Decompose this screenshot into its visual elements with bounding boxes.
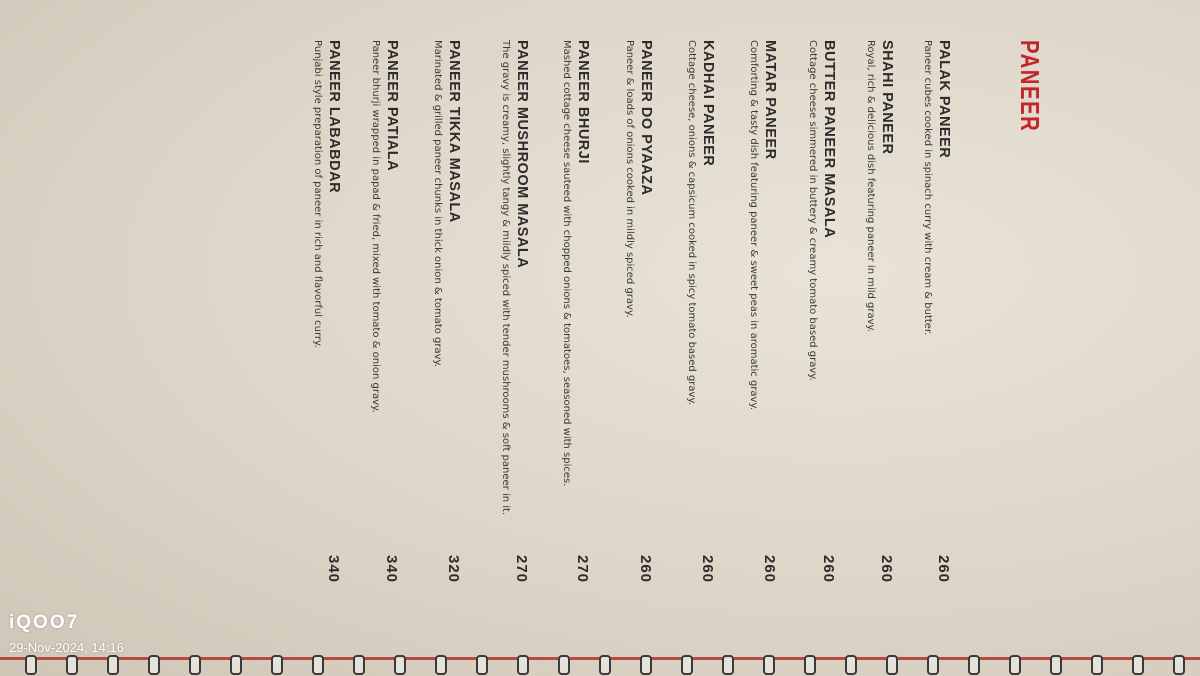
item-name: PANEER TIKKA MASALA [446,40,462,223]
binding-coil [189,655,201,675]
binding-coil [435,655,447,675]
item-price: 260 [820,555,837,584]
item-name: PALAK PANEER [936,40,952,159]
menu-item [302,0,342,676]
binding-coil [353,655,365,675]
item-name: MATAR PANEER [762,40,778,160]
binding-coil [722,655,734,675]
item-name: PANEER PATIALA [384,40,400,172]
item-price: 260 [637,555,654,584]
binding-coil [25,655,37,675]
spiral-binding [0,655,1200,676]
binding-coil [763,655,775,675]
camera-brand-watermark: iQOO7 [9,612,80,633]
item-price: 270 [574,555,591,584]
menu-item [422,0,462,676]
menu-item [551,0,591,676]
binding-coil [66,655,78,675]
photo-timestamp-watermark: 29-Nov-2024, 14:16 [9,640,124,655]
binding-coil [1173,655,1185,675]
binding-coil [1132,655,1144,675]
item-name: BUTTER PANEER MASALA [821,40,837,239]
binding-coil [681,655,693,675]
binding-coil [558,655,570,675]
menu-item [738,0,778,676]
binding-coil [312,655,324,675]
menu-item [912,0,952,676]
item-description: Paneer & loads of onions cooked in mildly spiced gravy. [624,40,635,318]
item-description: Punjabi style preparation of paneer in rich and flavorful curry. [312,40,323,348]
section-title: PANEER [1015,40,1045,133]
binding-coil [599,655,611,675]
binding-coil [148,655,160,675]
item-description: The gravy is creamy, slightly tangy & mildly spiced with tender mushrooms & soft paneer in it. [500,40,511,516]
item-name: PANEER LABABDAR [326,40,342,194]
binding-coil [271,655,283,675]
item-description: Paneer cubes cooked in spinach curry with cream & butter. [922,40,933,336]
item-price: 260 [878,555,895,584]
binding-coil [886,655,898,675]
binding-coil [1091,655,1103,675]
item-description: Royal, rich & delicious dish featuring paneer in mild gravy. [865,40,876,333]
item-price: 320 [445,555,462,584]
menu-item [614,0,654,676]
item-name: PANEER DO PYAAZA [638,40,654,196]
item-name: SHAHI PANEER [879,40,895,155]
binding-coil [1009,655,1021,675]
item-description: Comforting & tasty dish featuring paneer & sweet peas in aromatic gravy. [748,40,759,411]
item-description: Marinated & grilled paneer chunks in thick onion & tomato gravy. [432,40,443,368]
item-description: Cottage cheese simmered in buttery & creamy tomato based gravy. [807,40,818,381]
item-name: PANEER BHURJI [575,40,591,164]
menu-item [490,0,530,676]
menu-item [676,0,716,676]
binding-coil [517,655,529,675]
binding-coil [476,655,488,675]
binding-coil [230,655,242,675]
item-name: PANEER MUSHROOM MASALA [514,40,530,269]
item-price: 270 [513,555,530,584]
item-description: Paneer bhurji wrapped in papad & fried, mixed with tomato & onion gravy. [370,40,381,413]
binding-coil [968,655,980,675]
binding-coil [1050,655,1062,675]
menu-item [360,0,400,676]
item-price: 340 [325,555,342,584]
binding-coil [845,655,857,675]
item-price: 260 [761,555,778,584]
binding-coil [804,655,816,675]
item-description: Mashed cottage cheese sauteed with chopped onions & tomatoes, seasoned with spices. [561,40,572,487]
binding-coil [640,655,652,675]
menu-item [797,0,837,676]
item-name: KADHAI PANEER [700,40,716,167]
item-price: 260 [699,555,716,584]
binding-coil [107,655,119,675]
binding-coil [927,655,939,675]
binding-coil [394,655,406,675]
item-description: Cottage cheese, onions & capsicum cooked in spicy tomato based gravy. [686,40,697,406]
menu-item [855,0,895,676]
item-price: 260 [935,555,952,584]
item-price: 340 [383,555,400,584]
